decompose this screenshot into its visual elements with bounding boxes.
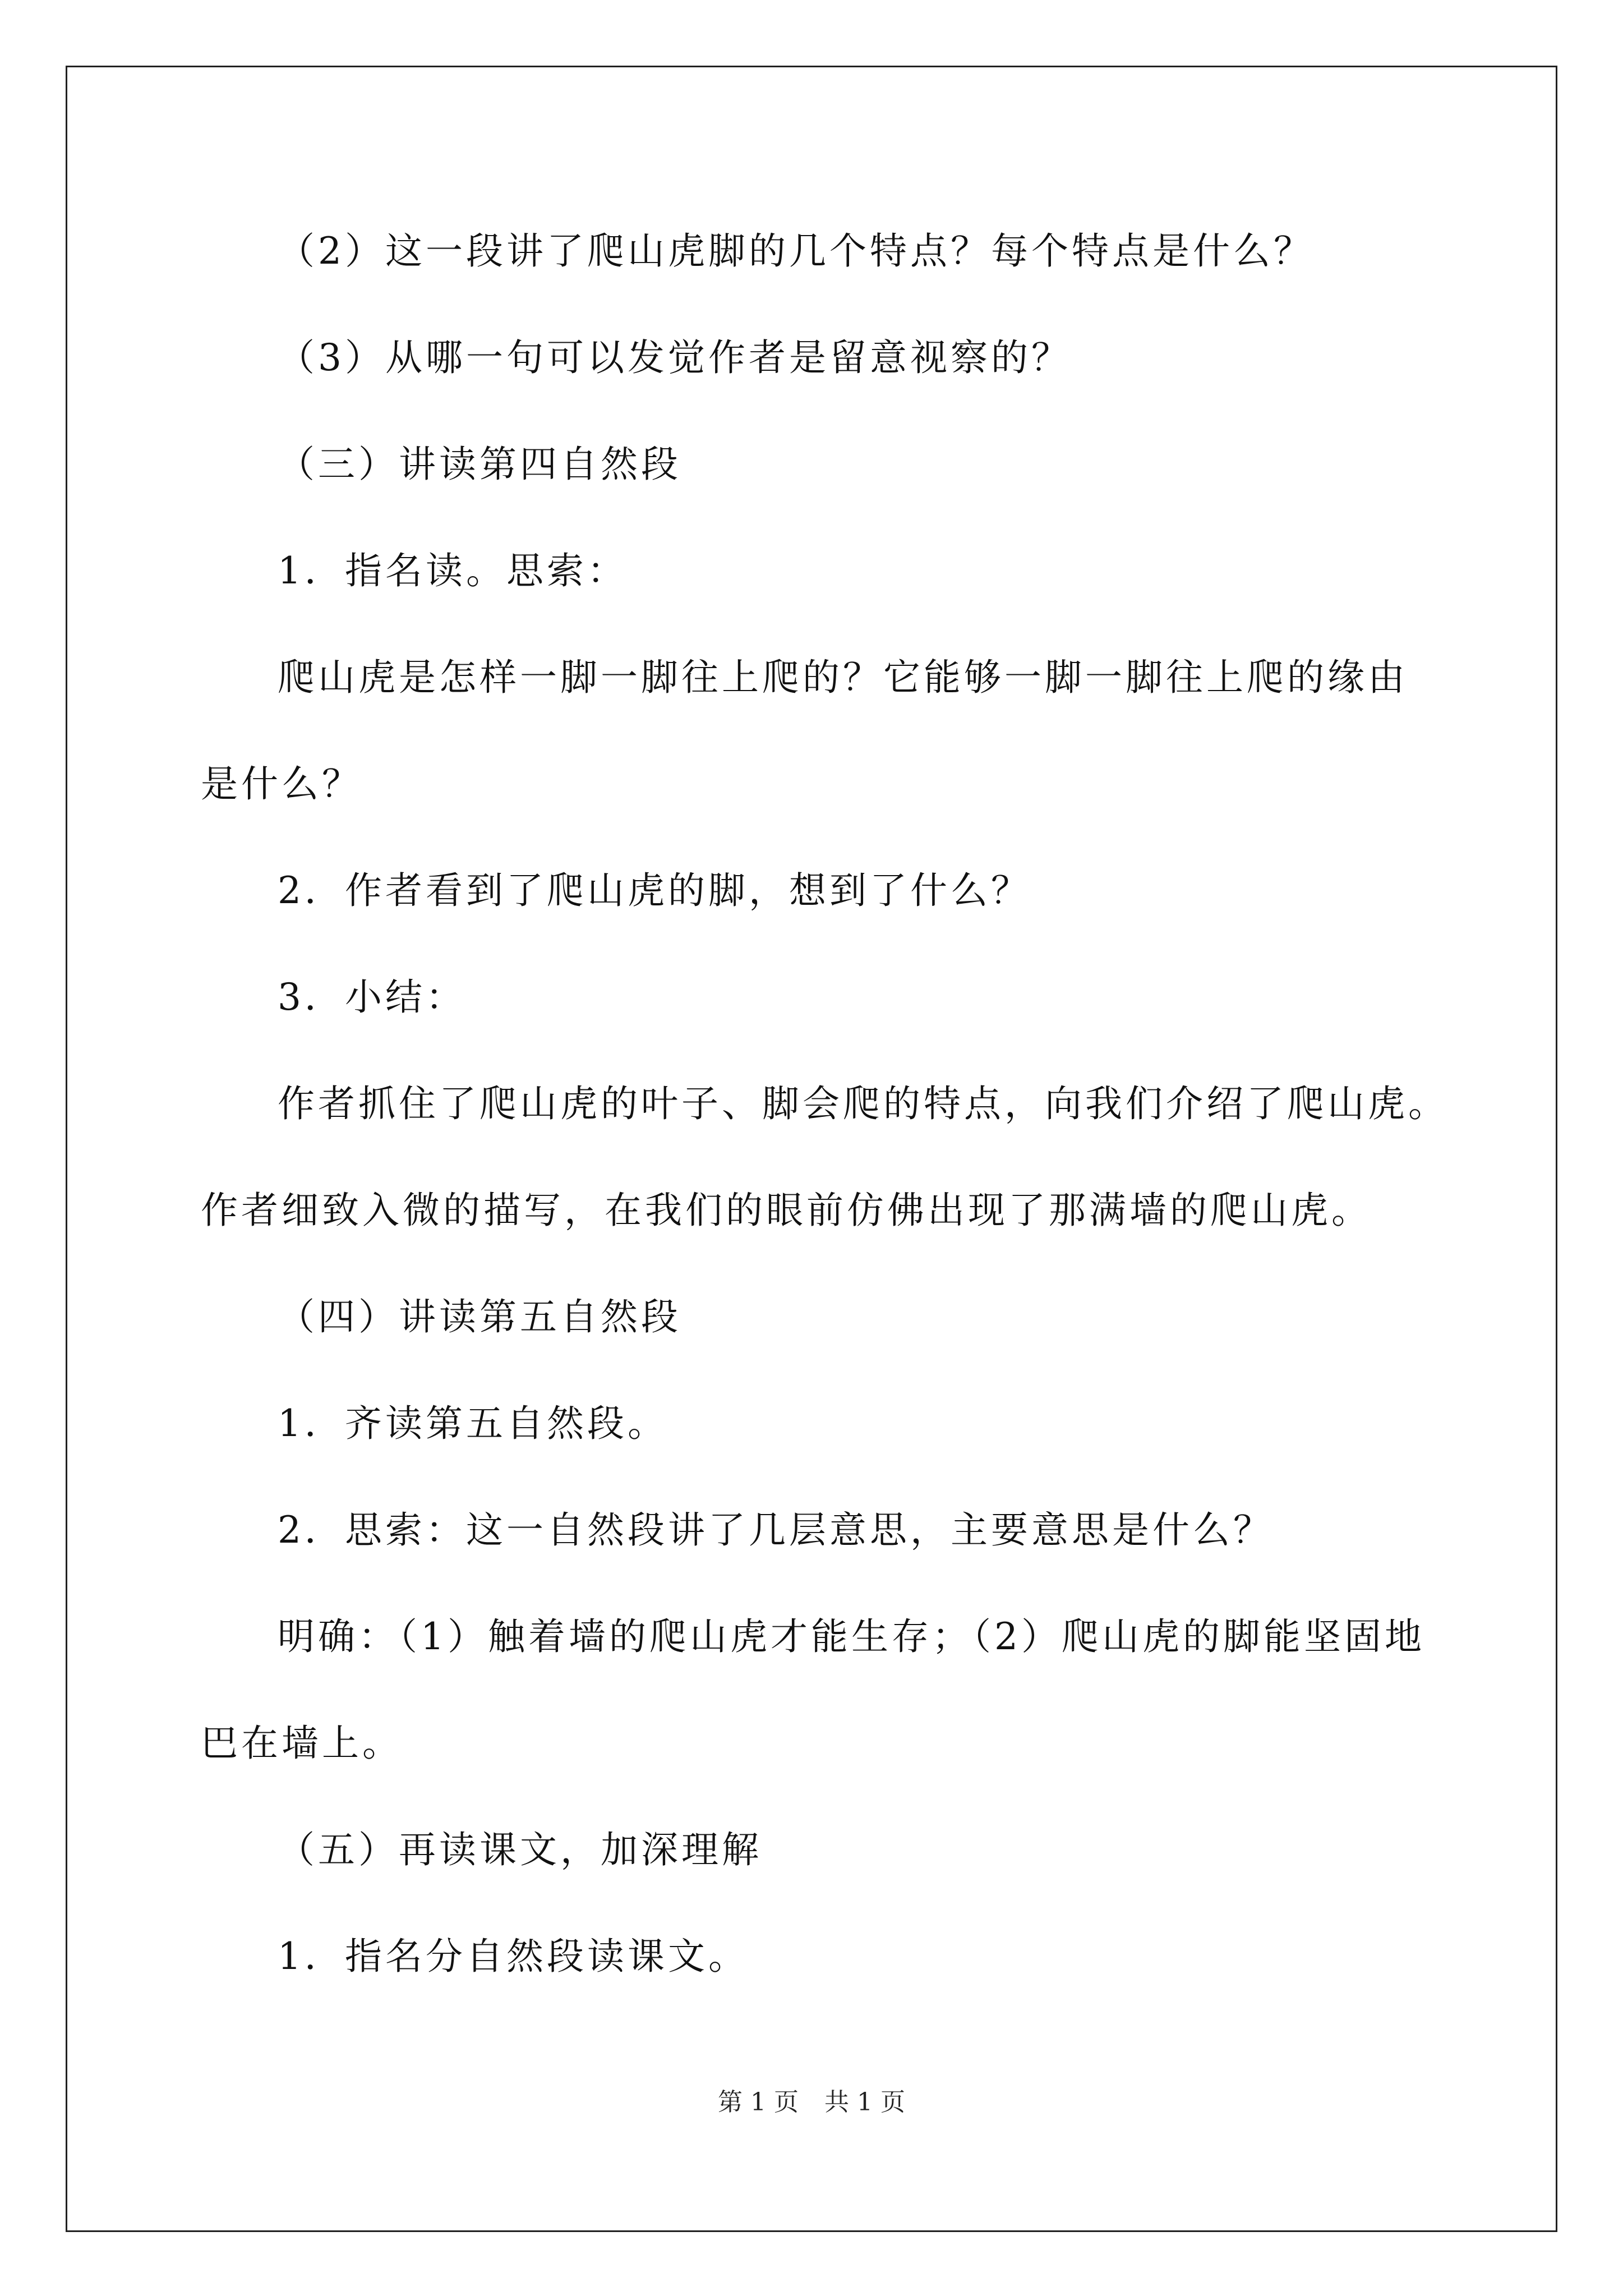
- text-line: 2．思索：这一自然段讲了几层意思，主要意思是什么？: [278, 1508, 1274, 1552]
- text-line: 是什么？: [201, 762, 362, 806]
- text-line: （2）这一段讲了爬山虎脚的几个特点？每个特点是什么？: [278, 229, 1314, 273]
- section-heading: （四）讲读第五自然段: [278, 1295, 681, 1338]
- text-line: 爬山虎是怎样一脚一脚往上爬的？它能够一脚一脚往上爬的缘由: [278, 656, 1408, 699]
- text-line: 2．作者看到了爬山虎的脚，想到了什么？: [278, 869, 1031, 912]
- page-number: 第 1 页: [718, 2088, 799, 2116]
- page-total: 共 1 页: [824, 2088, 905, 2116]
- text-line: 巴在墙上。: [201, 1722, 403, 1765]
- section-heading: （五）再读课文，加深理解: [278, 1828, 762, 1871]
- text-line: 作者细致入微的描写，在我们的眼前仿佛出现了那满墙的爬山虎。: [201, 1189, 1372, 1232]
- text-line: 1．指名读。思索：: [278, 549, 628, 592]
- text-line: （3）从哪一句可以发觉作者是留意视察的？: [278, 336, 1072, 379]
- text-line: 3．小结：: [278, 976, 466, 1019]
- text-line: 1．齐读第五自然段。: [278, 1402, 668, 1445]
- text-line: 明确：（1）触着墙的爬山虎才能生存；（2）爬山虎的脚能坚固地: [278, 1615, 1425, 1658]
- text-line: 1．指名分自然段读课文。: [278, 1935, 749, 1978]
- section-heading: （三）讲读第四自然段: [278, 443, 681, 486]
- text-line: 作者抓住了爬山虎的叶子、脚会爬的特点，向我们介绍了爬山虎。: [278, 1082, 1449, 1125]
- page-footer: [0, 2086, 1623, 2119]
